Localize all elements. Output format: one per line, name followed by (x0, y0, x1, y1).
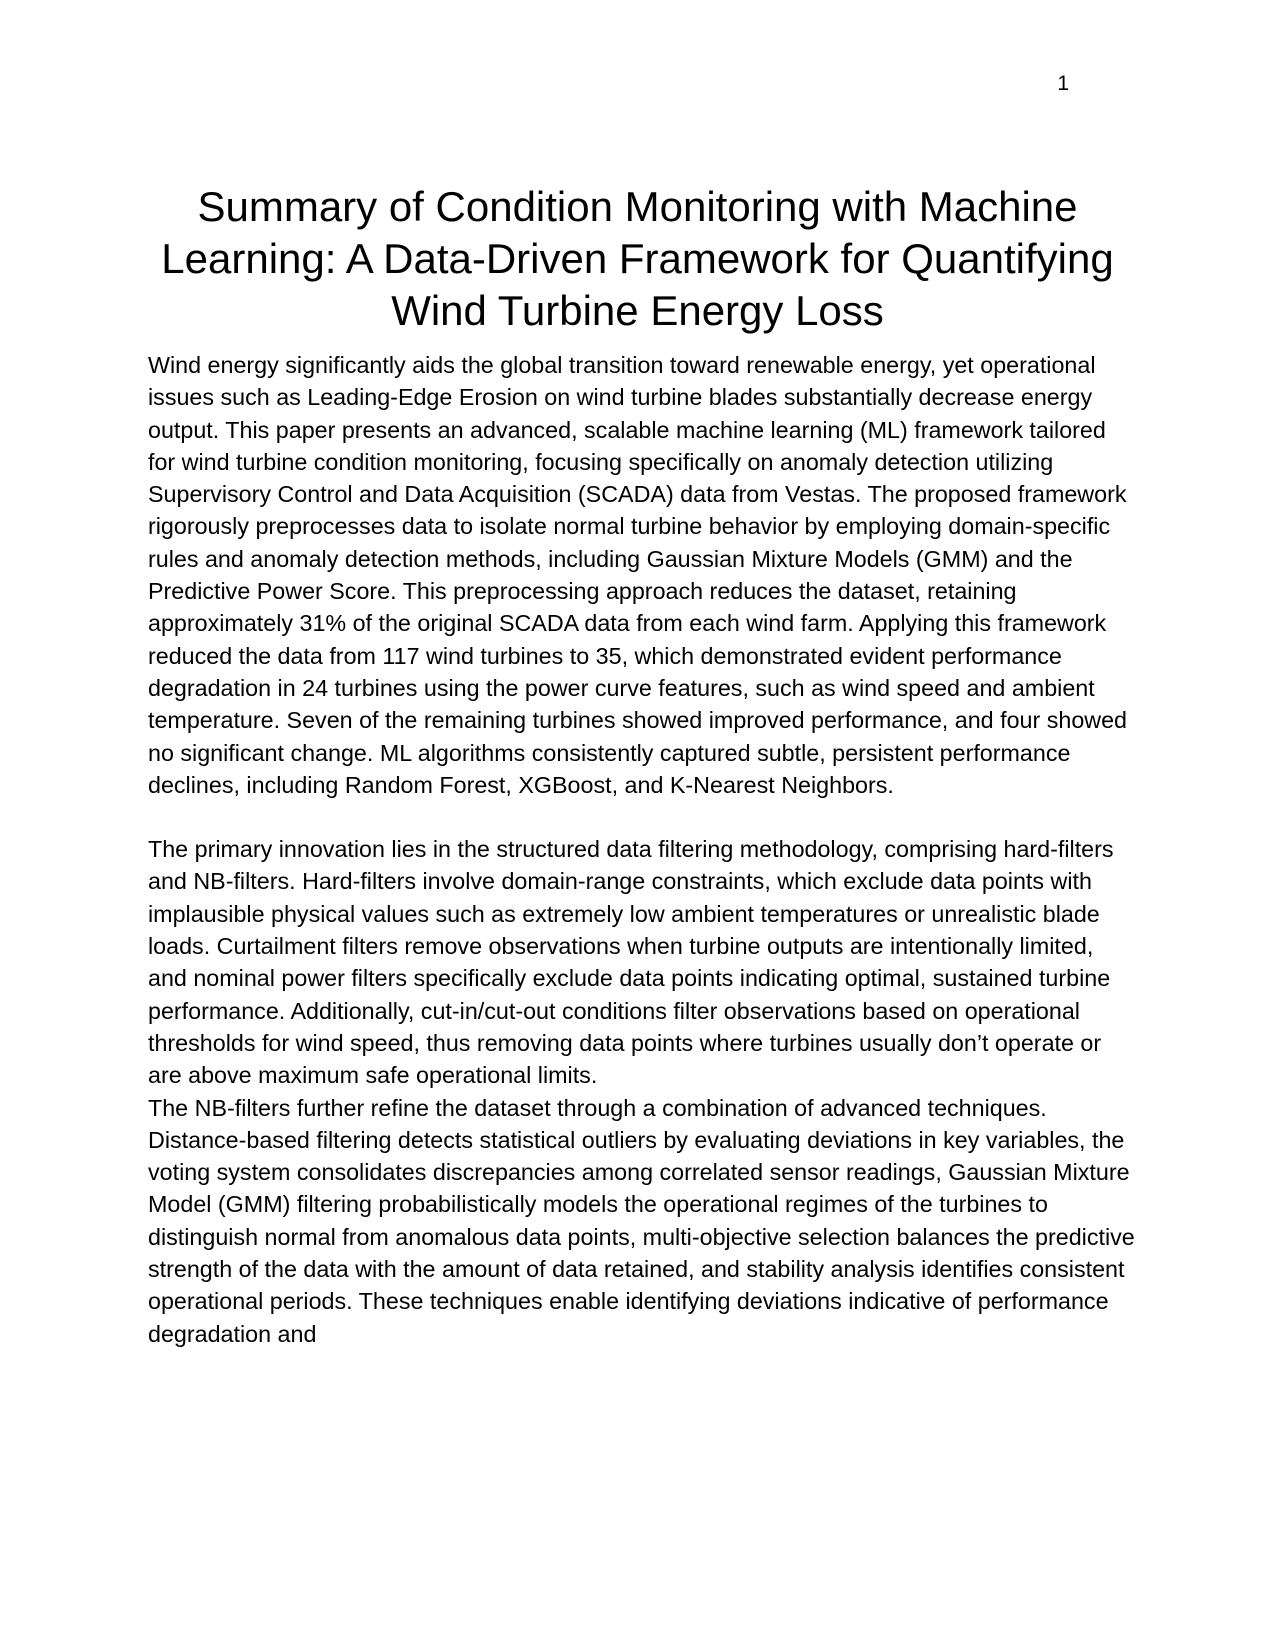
body-paragraph-3: The NB-filters further refine the dataset through a combination of advanced techniques. Distance-based filtering detects statistical outliers by evaluating deviations in key variables, the voting system consolidates discrepancies among correlated sensor readings, Gaussian Mixture Model (GMM) filtering probabilistically models the operational regimes of the turbines to distinguish normal from anomalous data points, multi-objective selection balances the predictive strength of the data with the amount of data retained, and stability analysis identifies consistent operational periods. These techniques enable identifying deviations indicative of performance degradation and (148, 1094, 1135, 1347)
page-number: 1 (1057, 72, 1069, 95)
document-body (148, 349, 1138, 1350)
document-title: Summary of Condition Monitoring with Machine Learning: A Data-Driven Framework for Quantifying Wind Turbine Energy Loss (161, 183, 1114, 334)
body-paragraph-2: The primary innovation lies in the structured data filtering methodology, comprising hard-filters and NB-filters. Hard-filters involve domain-range constraints, which exclude data points with implausible physical values such as extremely low ambient temperatures or unrealistic blade loads. Curtailment filters remove observations when turbine outputs are intentionally limited, and nominal power filters specifically exclude data points indicating optimal, sustained turbine performance. Additionally, cut-in/cut-out conditions filter observations based on operational thresholds for wind speed, thus removing data points where turbines usually don’t operate or are above maximum safe operational limits. (148, 836, 1114, 1089)
body-paragraph-1: Wind energy significantly aids the global transition toward renewable energy, yet operational issues such as Leading-Edge Erosion on wind turbine blades substantially decrease energy output. This paper presents an advanced, scalable machine learning (ML) framework tailored for wind turbine condition monitoring, focusing specifically on anomaly detection utilizing Supervisory Control and Data Acquisition (SCADA) data from Vestas. The proposed framework rigorously preprocesses data to isolate normal turbine behavior by employing domain-specific rules and anomaly detection methods, including Gaussian Mixture Models (GMM) and the Predictive Power Score. This preprocessing approach reduces the dataset, retaining approximately 31% of the original SCADA data from each wind farm. Applying this framework reduced the data from 117 wind turbines to 35, which demonstrated evident performance degradation in 24 turbines using the power curve features, such as wind speed and ambient temperature. Seven of the remaining turbines showed improved performance, and four showed no significant change. ML algorithms consistently captured subtle, persistent performance declines, including Random Forest, XGBoost, and K-Nearest Neighbors. (148, 352, 1128, 798)
paragraph-spacer (148, 801, 1138, 833)
